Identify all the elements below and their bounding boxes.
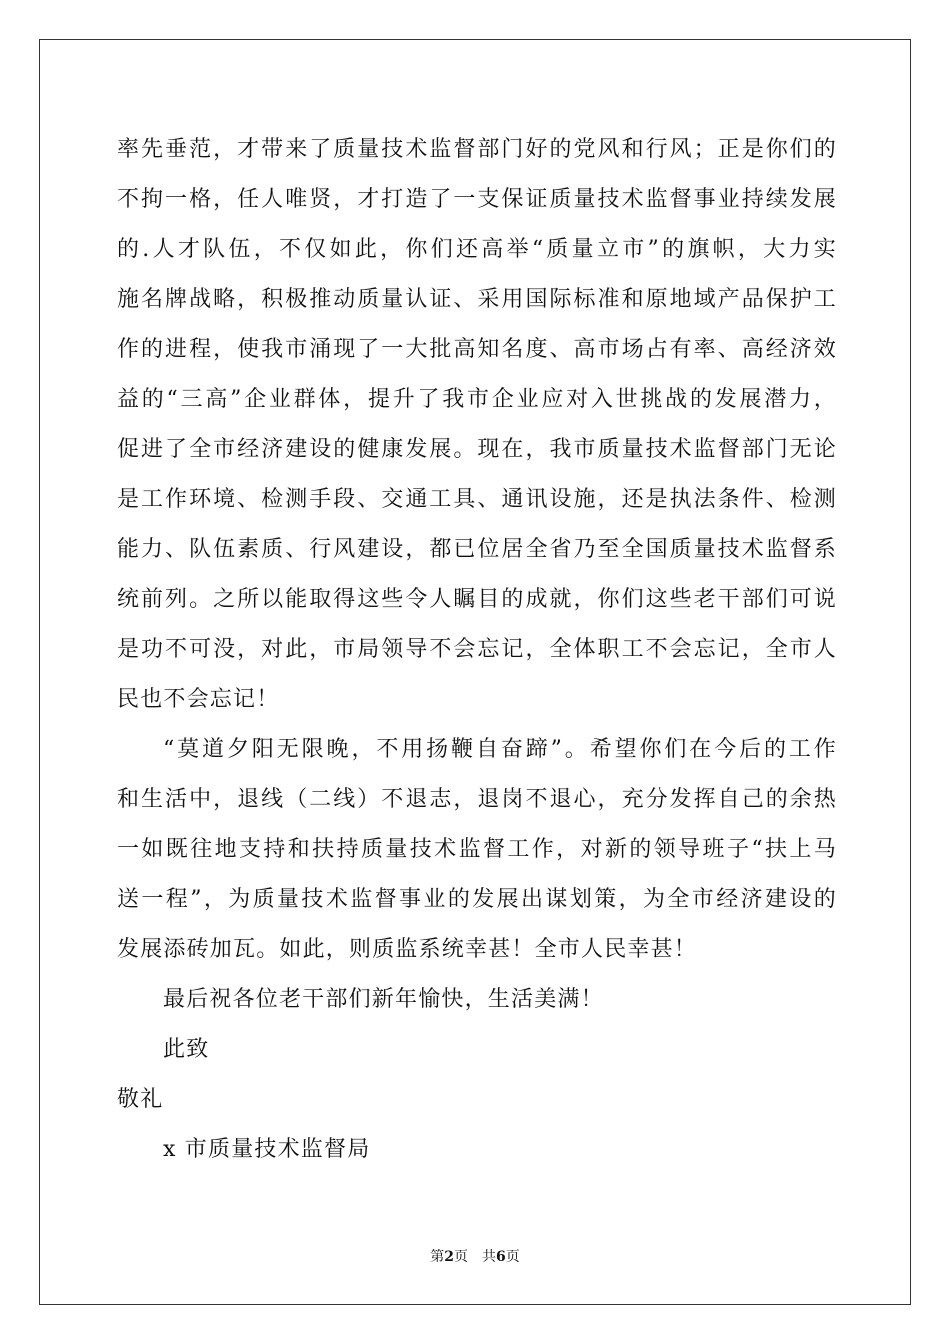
salutation-ci-zhi: 此致 [163,1037,210,1062]
text-line: 统前列。之所以能取得这些令人瞩目的成就，你们这些老干部们可说 [117,587,837,612]
text-line: 施名牌战略，积极推动质量认证、采用国际标准和原地域产品保护工 [117,287,837,312]
text-line: 的.人才队伍，不仅如此，你们还高举“质量立市”的旗帜，大力实 [117,237,837,262]
salutation-jing-li: 敬礼 [117,1087,164,1112]
page-prefix: 第 [430,1249,445,1265]
paragraph [117,725,837,975]
text-line: 一如既往地支持和扶持质量技术监督工作，对新的领导班子“扶上马 [117,837,837,862]
signature: x 市质量技术监督局 [163,1137,371,1162]
document-body [117,125,837,1175]
text-line: 不拘一格，任人唯贤，才打造了一支保证质量技术监督事业持续发展 [117,187,837,212]
text-line: 是功不可没，对此，市局领导不会忘记，全体职工不会忘记，全市人 [117,637,837,662]
page-number: 2 [444,1249,454,1265]
text-line: 民也不会忘记！ [117,687,280,712]
text-line: 作的进程，使我市涌现了一大批高知名度、高市场占有率、高经济效 [117,337,837,362]
total-pages: 6 [496,1249,506,1265]
paragraph [117,125,837,725]
text-line: 发展添砖加瓦。如此，则质监系统幸甚！全市人民幸甚！ [117,937,698,962]
text-line: 率先垂范，才带来了质量技术监督部门好的党风和行风；正是你们的 [117,137,837,162]
closing-wish: 最后祝各位老干部们新年愉快，生活美满！ [163,987,604,1012]
total-unit: 页 [505,1249,520,1265]
page-footer [0,1247,950,1267]
text-line: 送一程”，为质量技术监督事业的发展出谋划策，为全市经济建设的 [117,887,837,912]
total-prefix: 共 [482,1249,496,1265]
text-line: 是工作环境、检测手段、交通工具、通讯设施，还是执法条件、检测 [117,487,837,512]
text-line: 促进了全市经济建设的健康发展。现在，我市质量技术监督部门无论 [117,437,837,462]
text-line: 能力、队伍素质、行风建设，都已位居全省乃至全国质量技术监督系 [117,537,837,562]
text-line: 和生活中，退线（二线）不退志，退岗不退心，充分发挥自己的余热 [117,787,837,812]
text-line: 益的“三高”企业群体，提升了我市企业应对入世挑战的发展潜力， [117,387,837,412]
page-unit: 页 [454,1249,468,1265]
text-line: “莫道夕阳无限晚，不用扬鞭自奋蹄”。希望你们在今后的工作 [163,737,837,762]
